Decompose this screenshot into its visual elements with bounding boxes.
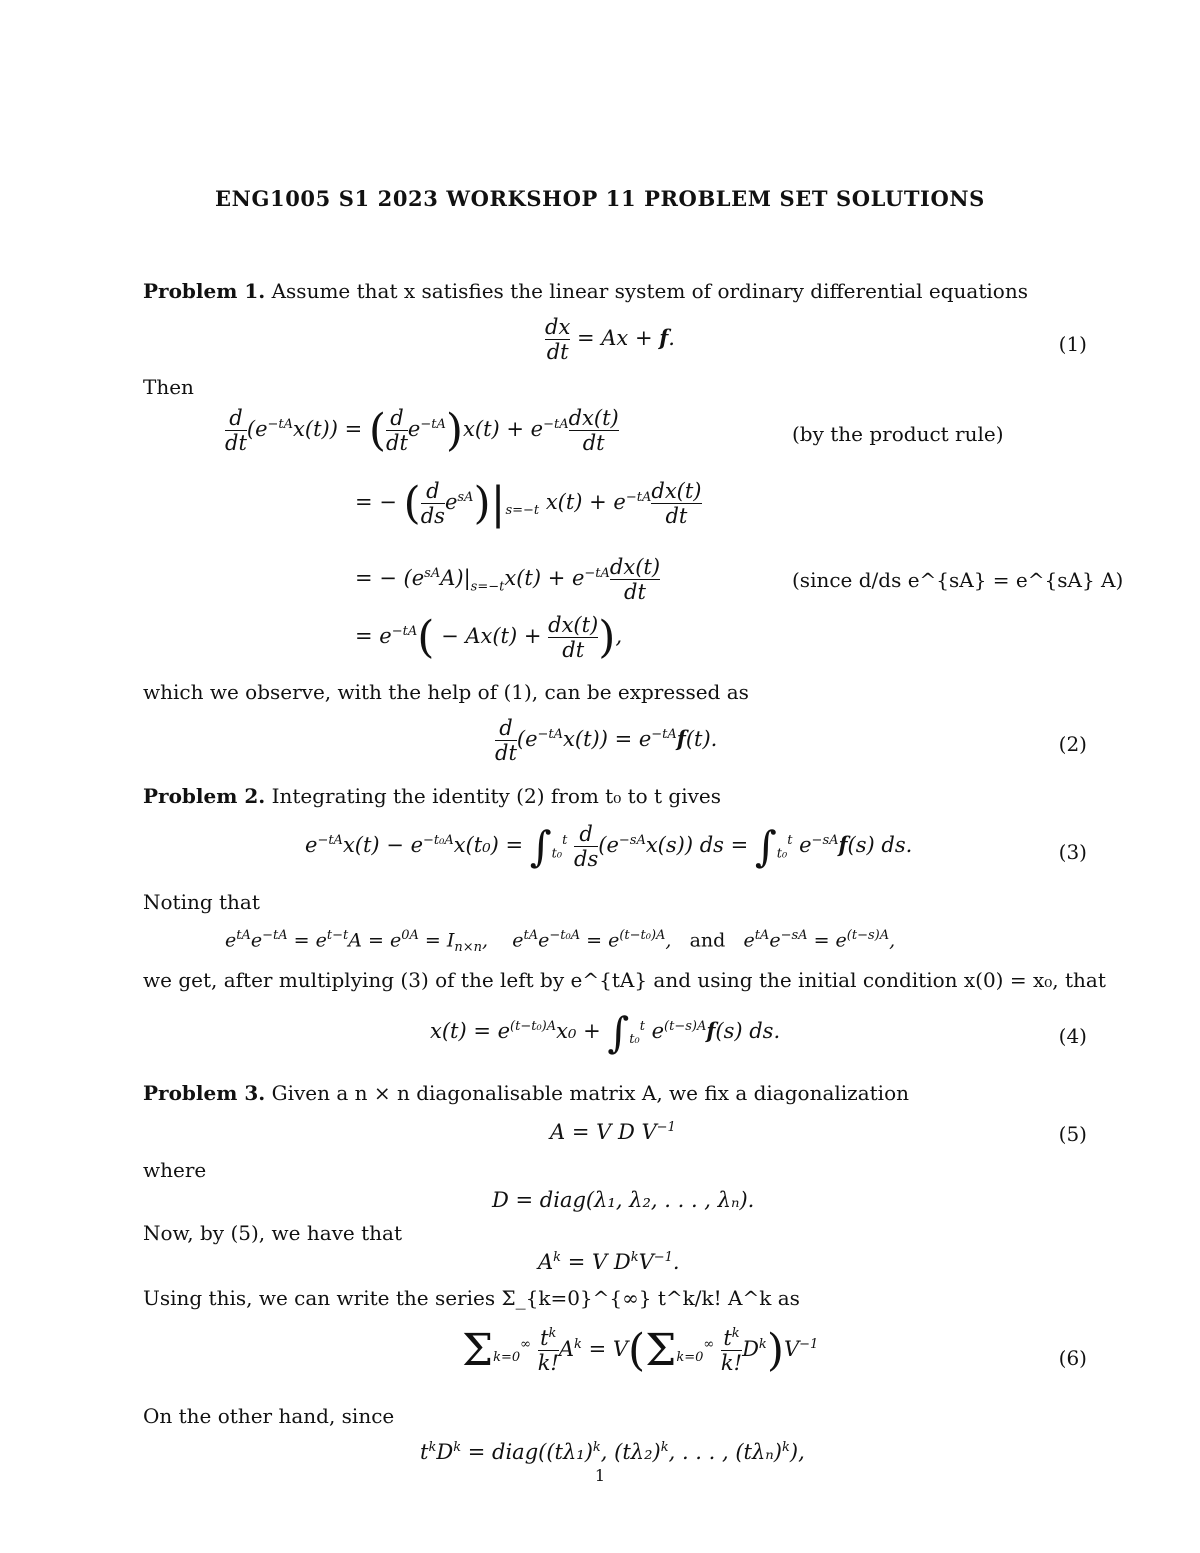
equation-2-number: (2) [1058, 732, 1087, 756]
then-text: Then [143, 375, 194, 399]
page-number: 1 [594, 1466, 606, 1485]
since-note: (since d/ds e^{sA} = e^{sA} A) [792, 568, 1124, 592]
equation-5-number: (5) [1058, 1122, 1087, 1146]
derivation-line-3: = − $(e^{sA}A)|_{s=-t}x(t) + e^{-tA}$ $\frac{dx(t)}{dt}$ [355, 555, 661, 605]
equation-1-number: (1) [1058, 332, 1087, 356]
now-text: Now, by (5), we have that [143, 1221, 402, 1245]
equation-3-number: (3) [1058, 840, 1087, 864]
diag-definition: D = diag(λ₁, λ₂, . . . , λₙ). [492, 1188, 755, 1212]
noting-text: Noting that [143, 890, 260, 914]
equation-6-number: (6) [1058, 1346, 1087, 1370]
derivation-line-2: = − ( $\frac{d}{ds}$ $e^{sA})|_{s=-t}$ $x(t) + e^{-tA}$ $\frac{dx(t)}{dt}$ [355, 478, 702, 529]
problem-3-intro [143, 1081, 909, 1105]
equation-4-number: (4) [1058, 1024, 1087, 1048]
last-identity: $t^kD^k$ = $diag((t\lambda_1)^k$, $(t\lambda_2)^k$, . . . , $(t\lambda_n)^k$), [420, 1440, 805, 1464]
equation-3: $e^{-tA}x(t) - e^{-t_0A}x(t_0) = \int_{t_0}^t$ $\frac{d}{ds}$ $(e^{-sA}x(s))$ ds = $\int_{t_0}^t$ $e^{-sA}f(s)$ ds. [305, 822, 913, 872]
problem-1-label: Problem 1. [143, 279, 266, 303]
problem-3-label: Problem 3. [143, 1081, 266, 1105]
problem-2-label: Problem 2. [143, 784, 266, 808]
otherhand-text: On the other hand, since [143, 1404, 395, 1428]
equation-6: $\Sigma_{k=0}^\infty$ $\frac{t^k}{k!}$ $A^k = V(\Sigma_{k=0}^\infty$ $\frac{t^k}{k!}$ $D^k)V^{-1}$ [462, 1325, 819, 1376]
product-rule-note: (by the product rule) [792, 422, 1004, 446]
page-title: ENG1005 S1 2023 WORKSHOP 11 PROBLEM SET SOLUTIONS [215, 186, 985, 211]
identities-line: $e^{tA}e^{-tA} = e^{t-t}A = e^{0A} = I_{n\times n}$, $e^{tA}e^{-t_0A} = e^{(t-t_0)A}$, and $e^{tA}e^{-sA} = e^{(t-s)A}$, [225, 928, 896, 956]
using-text: Using this, we can write the series Σ_{k=0}^{∞} t^k/k! A^k as [143, 1286, 800, 1310]
equation-2: $\frac{d}{dt}$ $(e^{-tA}x(t)) = e^{-tA}f(t)$. [495, 716, 718, 766]
derivation-line-4: = $e^{-tA}( - Ax(t)$ + $\frac{dx(t)}{dt}$ ), [355, 612, 623, 663]
problem-3-text: Given a n × n diagonalisable matrix A, we fix a diagonalization [271, 1081, 909, 1105]
problem-2-text: Integrating the identity (2) from t₀ to t gives [271, 784, 722, 808]
derivation-line-1: $\frac{d}{dt}$ $(e^{-tA}x(t))$ = ( $\frac{d}{dt}$ $e^{-tA})x(t) + e^{-tA}$ $\frac{dx(t)}{dt}$ [225, 405, 619, 456]
equation-5: A = V D $V^{-1}$ [550, 1120, 676, 1144]
power-identity: $A^k = V$ $D^kV^{-1}$. [538, 1250, 680, 1274]
problem-1-text: Assume that x satisfies the linear system of ordinary differential equations [271, 279, 1028, 303]
where-text: where [143, 1158, 207, 1182]
problem-1-intro [143, 279, 1028, 303]
problem-2-intro [143, 784, 721, 808]
equation-4: $x(t) = e^{(t-t_0)A}x_0 + \int_{t_0}^t$ $e^{(t-s)A}f(s)$ ds. [430, 1008, 781, 1057]
equation-1: $\frac{dx}{dt}$ = Ax + f. [545, 315, 675, 365]
weget-text: we get, after multiplying (3) of the left by e^{tA} and using the initial condition x(0) = x₀, that [143, 968, 1106, 992]
which-text: which we observe, with the help of (1), can be expressed as [143, 680, 749, 704]
